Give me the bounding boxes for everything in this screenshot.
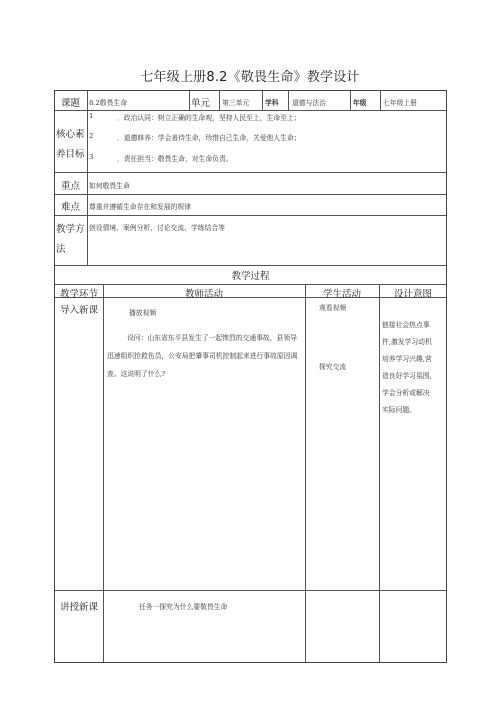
stage-cell: 导入新课: [60, 305, 99, 316]
topic-value: 8.2敬畏生命: [89, 99, 127, 107]
column-divider: [305, 284, 306, 662]
difficulty-label: 难点: [61, 202, 81, 213]
goal-number: 3: [89, 153, 94, 161]
unit-value: 第三单元: [222, 99, 250, 107]
grade-value: 七年级上册: [383, 99, 417, 107]
method-label: 法: [56, 244, 66, 255]
row-divider: [55, 297, 446, 298]
teacher-activity: 设问：山东省东平县发生了一起惨烈的交通事故，县领导迅速组织抢救伤员，公安局把肇事司机控制起来进行事故原因调查。这说明了什么?: [107, 334, 298, 378]
column-divider: [380, 91, 381, 110]
subject-value: 道德与法治: [292, 99, 326, 107]
column-divider: [87, 91, 88, 265]
teacher-activity: 任务一探究为什么要敬畏生命: [139, 603, 228, 611]
column-divider: [219, 91, 220, 110]
goal-text: ．道德修养：学会善待生命，珍惜自己生命，关爱他人生命；: [117, 134, 301, 142]
design-intent: 链接社会热点事 件,激发学习动机 培养学习兴趣,营 造良好学习氛围, 学会分析或解决 实际问题。: [382, 321, 432, 414]
column-divider: [189, 91, 190, 110]
student-activity: 观看视频: [319, 304, 347, 312]
column-header-stage: 教学环节: [60, 289, 99, 300]
column-divider: [262, 91, 263, 110]
column-divider: [350, 91, 351, 110]
document-title: 七年级上册8.2《敬畏生命》教学设计: [140, 70, 360, 85]
unit-label: 单元: [191, 98, 211, 109]
column-divider: [379, 284, 380, 662]
teacher-activity: 播放视频: [129, 309, 157, 317]
column-header-student: 学生活动: [323, 289, 362, 300]
key-point-value: 如何敬畏生命: [89, 182, 130, 190]
difficulty-value: 尊重并遵循生命存在和发展的规律: [89, 203, 191, 211]
process-heading: 教学过程: [231, 271, 270, 282]
row-divider: [55, 590, 446, 591]
row-divider: [55, 284, 446, 285]
key-point-label: 重点: [61, 181, 81, 192]
topic-label: 课题: [61, 98, 81, 109]
column-divider: [103, 284, 104, 662]
goals-label: 核心素: [56, 129, 85, 140]
goal-text: ．责任担当：敬畏生命，对生命负责。: [117, 155, 233, 163]
column-header-teacher: 教师活动: [185, 289, 224, 300]
method-label: 教学方: [56, 224, 85, 235]
row-divider: [55, 194, 446, 195]
method-value: 创设情境、案例分析、讨论交流、学练结合等: [89, 224, 225, 232]
row-divider: [55, 215, 446, 216]
grade-label: 年级: [353, 99, 367, 107]
column-divider: [288, 91, 289, 110]
student-activity: 探究交流: [319, 363, 347, 371]
row-divider: [55, 110, 446, 111]
goal-number: 2: [89, 132, 94, 140]
stage-cell: 讲授新课: [60, 602, 99, 613]
column-header-design: 设计意图: [394, 289, 433, 300]
lesson-plan-table: [54, 90, 447, 663]
goal-number: 1: [89, 112, 94, 120]
row-divider: [55, 265, 446, 266]
row-divider: [55, 172, 446, 173]
subject-label: 学科: [265, 99, 279, 107]
goals-label: 养目标: [56, 149, 85, 160]
goal-text: ．政治认同：树立正确的生命观，坚持人民至上，生命至上；: [117, 114, 301, 122]
